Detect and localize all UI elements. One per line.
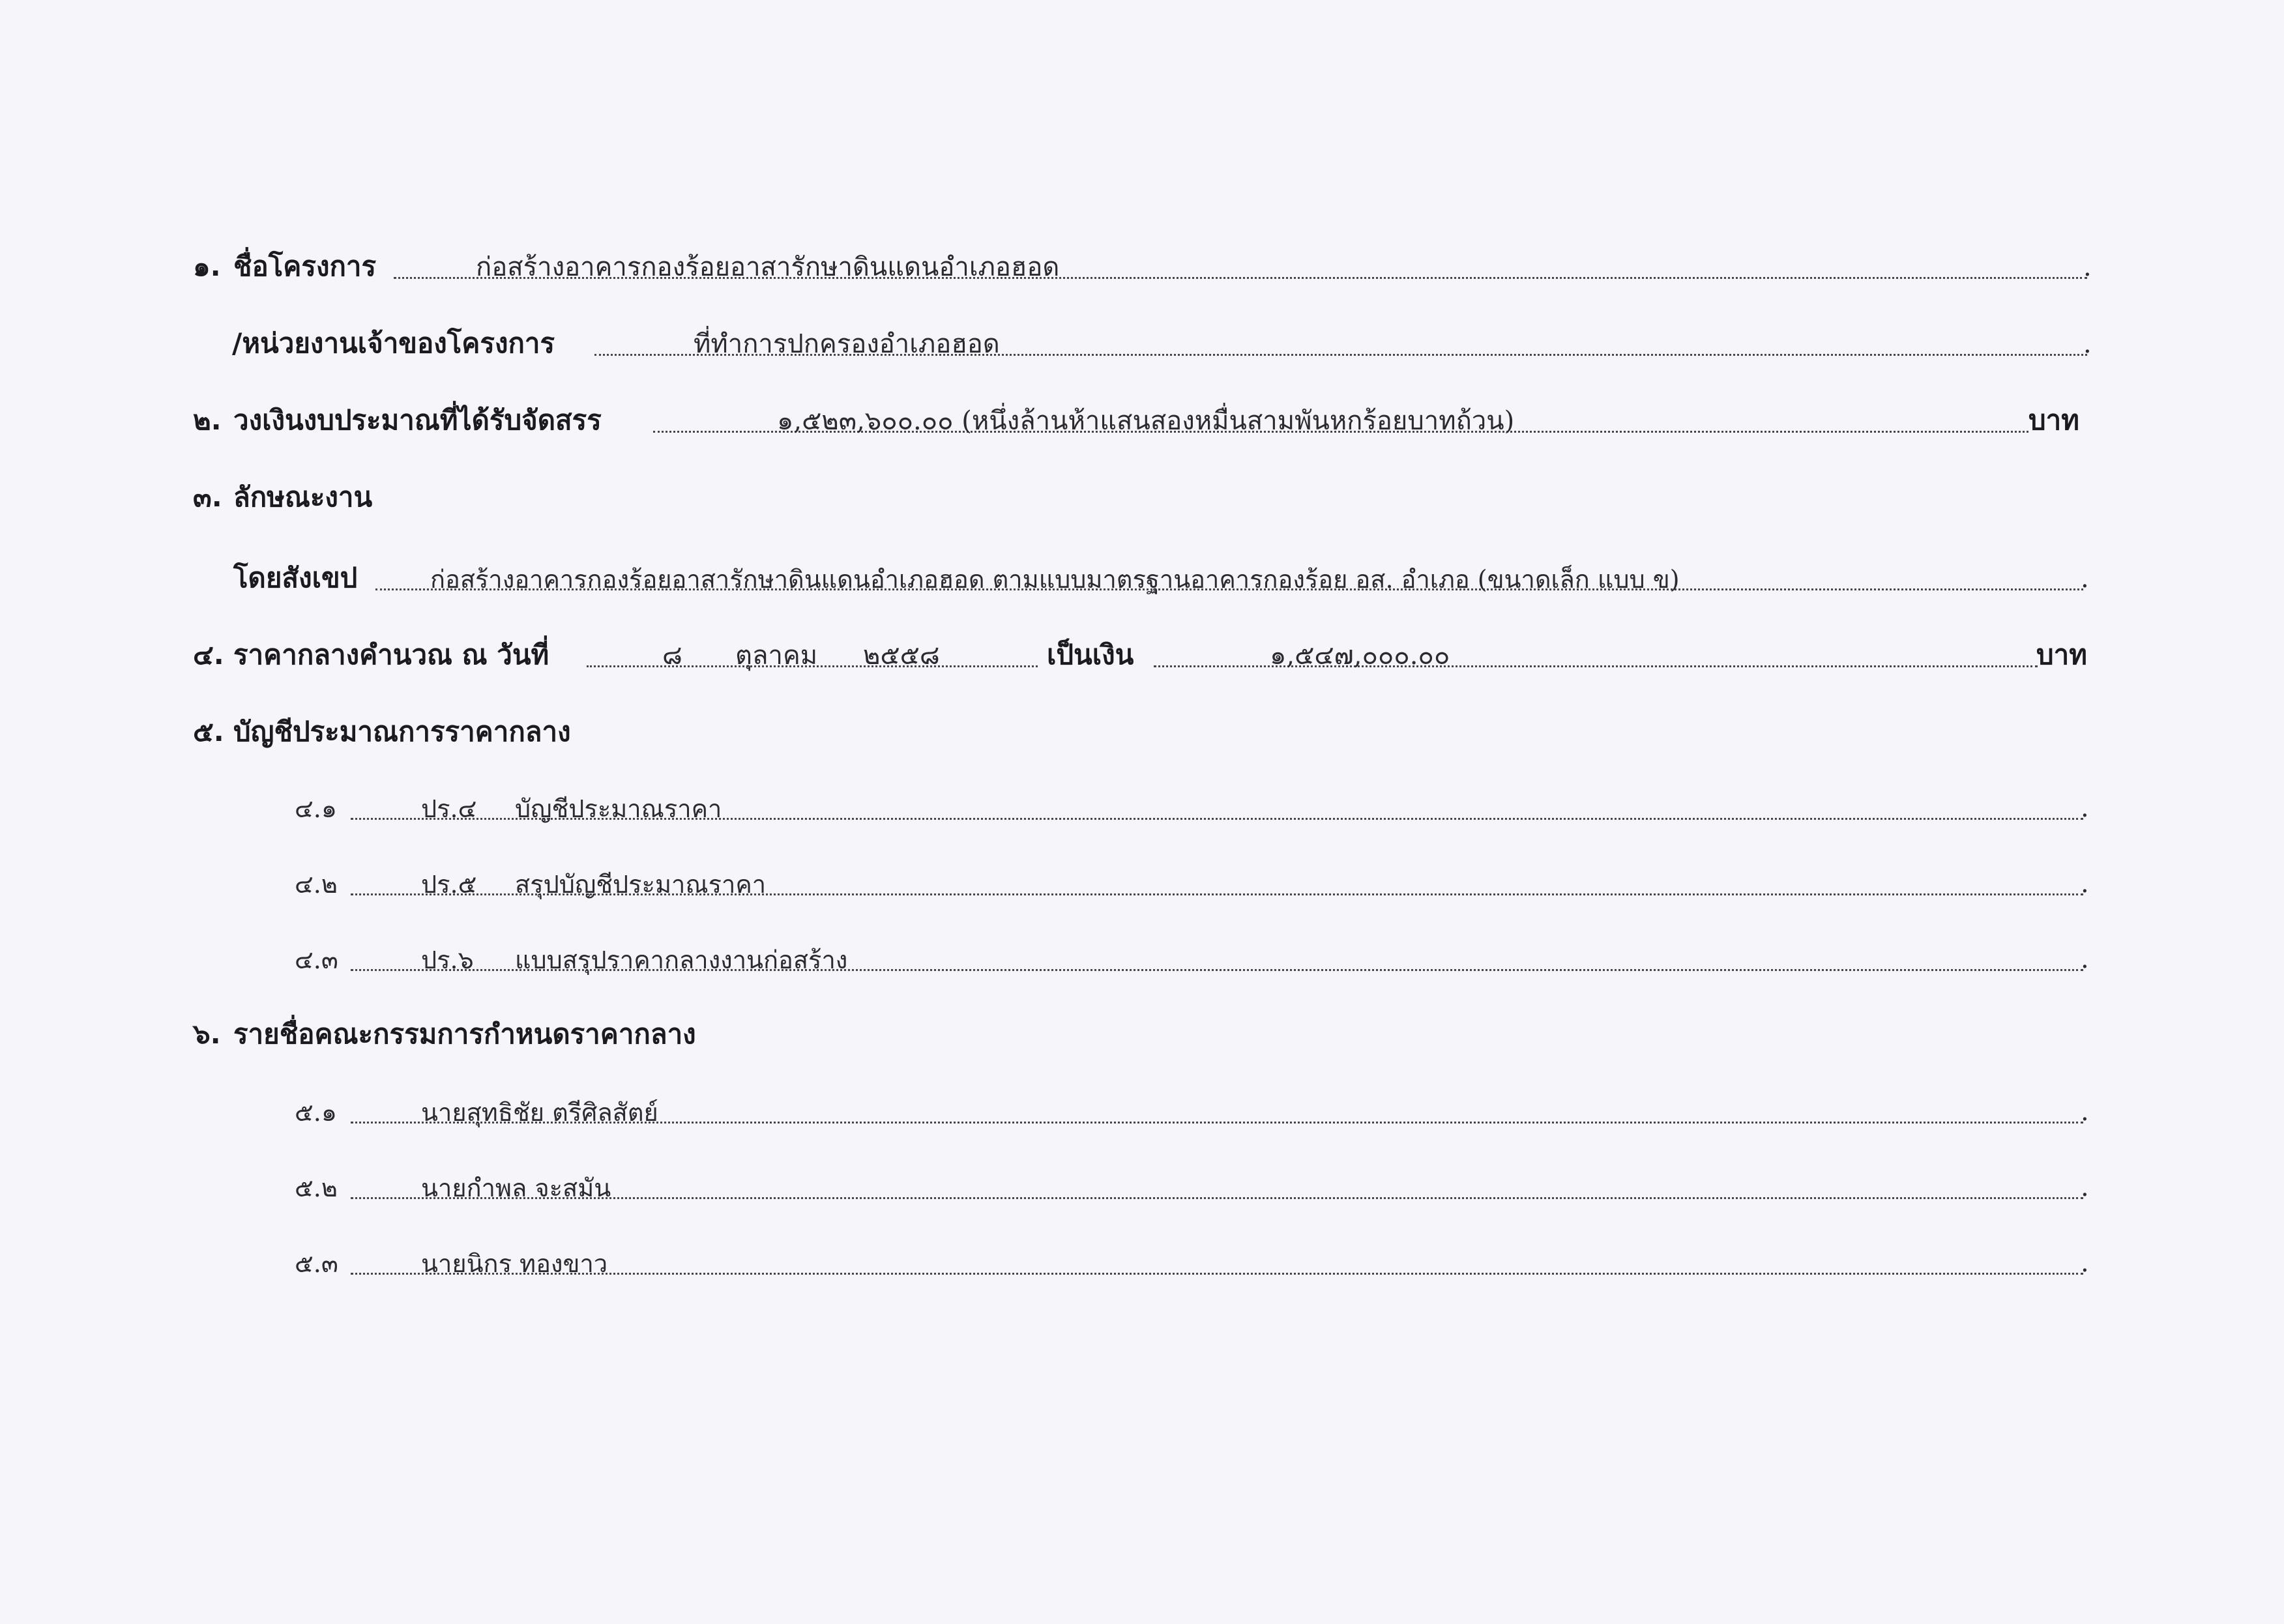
committee-member-name: นายสุทธิชัย ตรีศิลสัตย์ [421, 1098, 658, 1127]
list-item [0, 1060, 2284, 1125]
amount-label: เป็นเงิน [1047, 639, 1134, 671]
committee-label: รายชื่อคณะกรรมการกำหนดราคากลาง [233, 1018, 696, 1050]
budget-value: ๑,๕๒๓,๖๐๐.๐๐ (หนึ่งล้านห้าแสนสองหมื่นสามพันหกร้อยบาทถ้วน) [777, 406, 1515, 436]
form-title: แบบสรุปราคากลางงานก่อสร้าง [515, 946, 848, 974]
list-item [0, 756, 2284, 821]
list-item-number: ๔.๑ [295, 794, 337, 823]
dotted-line [351, 1273, 2083, 1275]
section-number: ๔. [193, 639, 224, 671]
price-date-year: ๒๕๕๘ [863, 641, 940, 671]
project-name-value: ก่อสร้างอาคารกองร้อยอาสารักษาดินแดนอำเภอฮอด [476, 252, 1060, 282]
line-end-mark: . [2081, 944, 2089, 974]
form-code: ปร.๖ [421, 946, 474, 974]
project-owner-value: ที่ทำการปกครองอำเภอฮอด [694, 329, 1000, 359]
project-name-row [0, 215, 2284, 280]
form-title: สรุปบัญชีประมาณราคา [515, 870, 767, 899]
work-type-label: ลักษณะงาน [233, 481, 373, 513]
budget-label: วงเงินงบประมาณที่ได้รับจัดสรร [233, 404, 602, 436]
work-type-row [0, 446, 2284, 511]
line-end-mark: . [2081, 793, 2089, 823]
project-owner-row [0, 292, 2284, 357]
section-number: ๕. [193, 716, 224, 747]
section-number: ๓. [193, 481, 222, 513]
form-code: ปร.๕ [421, 870, 477, 899]
median-price-row [0, 603, 2284, 669]
project-name-label: ชื่อโครงการ [233, 250, 377, 282]
line-end-mark: . [2083, 252, 2092, 282]
list-item-number: ๕.๑ [295, 1098, 337, 1127]
price-date-month: ตุลาคม [735, 641, 818, 671]
committee-row [0, 983, 2284, 1048]
estimate-list-label: บัญชีประมาณการราคากลาง [233, 716, 571, 747]
committee-member-name: นายกำพล จะสมัน [421, 1174, 611, 1202]
section-number: ๑. [193, 250, 221, 282]
estimate-list-row [0, 680, 2284, 746]
project-owner-label: /หน่วยงานเจ้าของโครงการ [232, 327, 555, 359]
list-item [0, 1211, 2284, 1276]
budget-unit: บาท [2028, 404, 2079, 436]
line-end-mark: . [2081, 564, 2089, 594]
list-item-number: ๔.๓ [295, 946, 338, 974]
list-item [0, 1135, 2284, 1200]
list-item-number: ๕.๓ [295, 1249, 338, 1278]
section-number: ๒. [193, 404, 222, 436]
line-end-mark: . [2081, 1097, 2089, 1127]
line-end-mark: . [2083, 329, 2092, 359]
median-price-amount: ๑,๕๔๗,๐๐๐.๐๐ [1270, 641, 1450, 671]
list-item-number: ๔.๒ [295, 870, 338, 899]
list-item [0, 832, 2284, 897]
line-end-mark: . [2081, 1172, 2089, 1202]
section-number: ๖. [193, 1018, 221, 1050]
line-end-mark: . [2081, 869, 2089, 899]
median-price-unit: บาท [2036, 639, 2087, 671]
work-summary-label: โดยสังเขป [233, 562, 358, 594]
median-price-label: ราคากลางคำนวณ ณ วันที่ [233, 639, 549, 671]
list-item-number: ๕.๒ [295, 1174, 338, 1202]
budget-row [0, 369, 2284, 434]
line-end-mark: . [2081, 1248, 2089, 1278]
work-summary-row [0, 527, 2284, 592]
work-summary-value: ก่อสร้างอาคารกองร้อยอาสารักษาดินแดนอำเภอฮอด ตามแบบมาตรฐานอาคารกองร้อย อส. อำเภอ (ขนาดเล็ก แบบ ข) [430, 565, 1680, 594]
list-item [0, 907, 2284, 972]
committee-member-name: นายนิกร ทองขาว [421, 1249, 608, 1278]
form-title: บัญชีประมาณราคา [515, 794, 722, 823]
form-code: ปร.๔ [421, 794, 477, 823]
price-date-day: ๘ [662, 641, 682, 671]
